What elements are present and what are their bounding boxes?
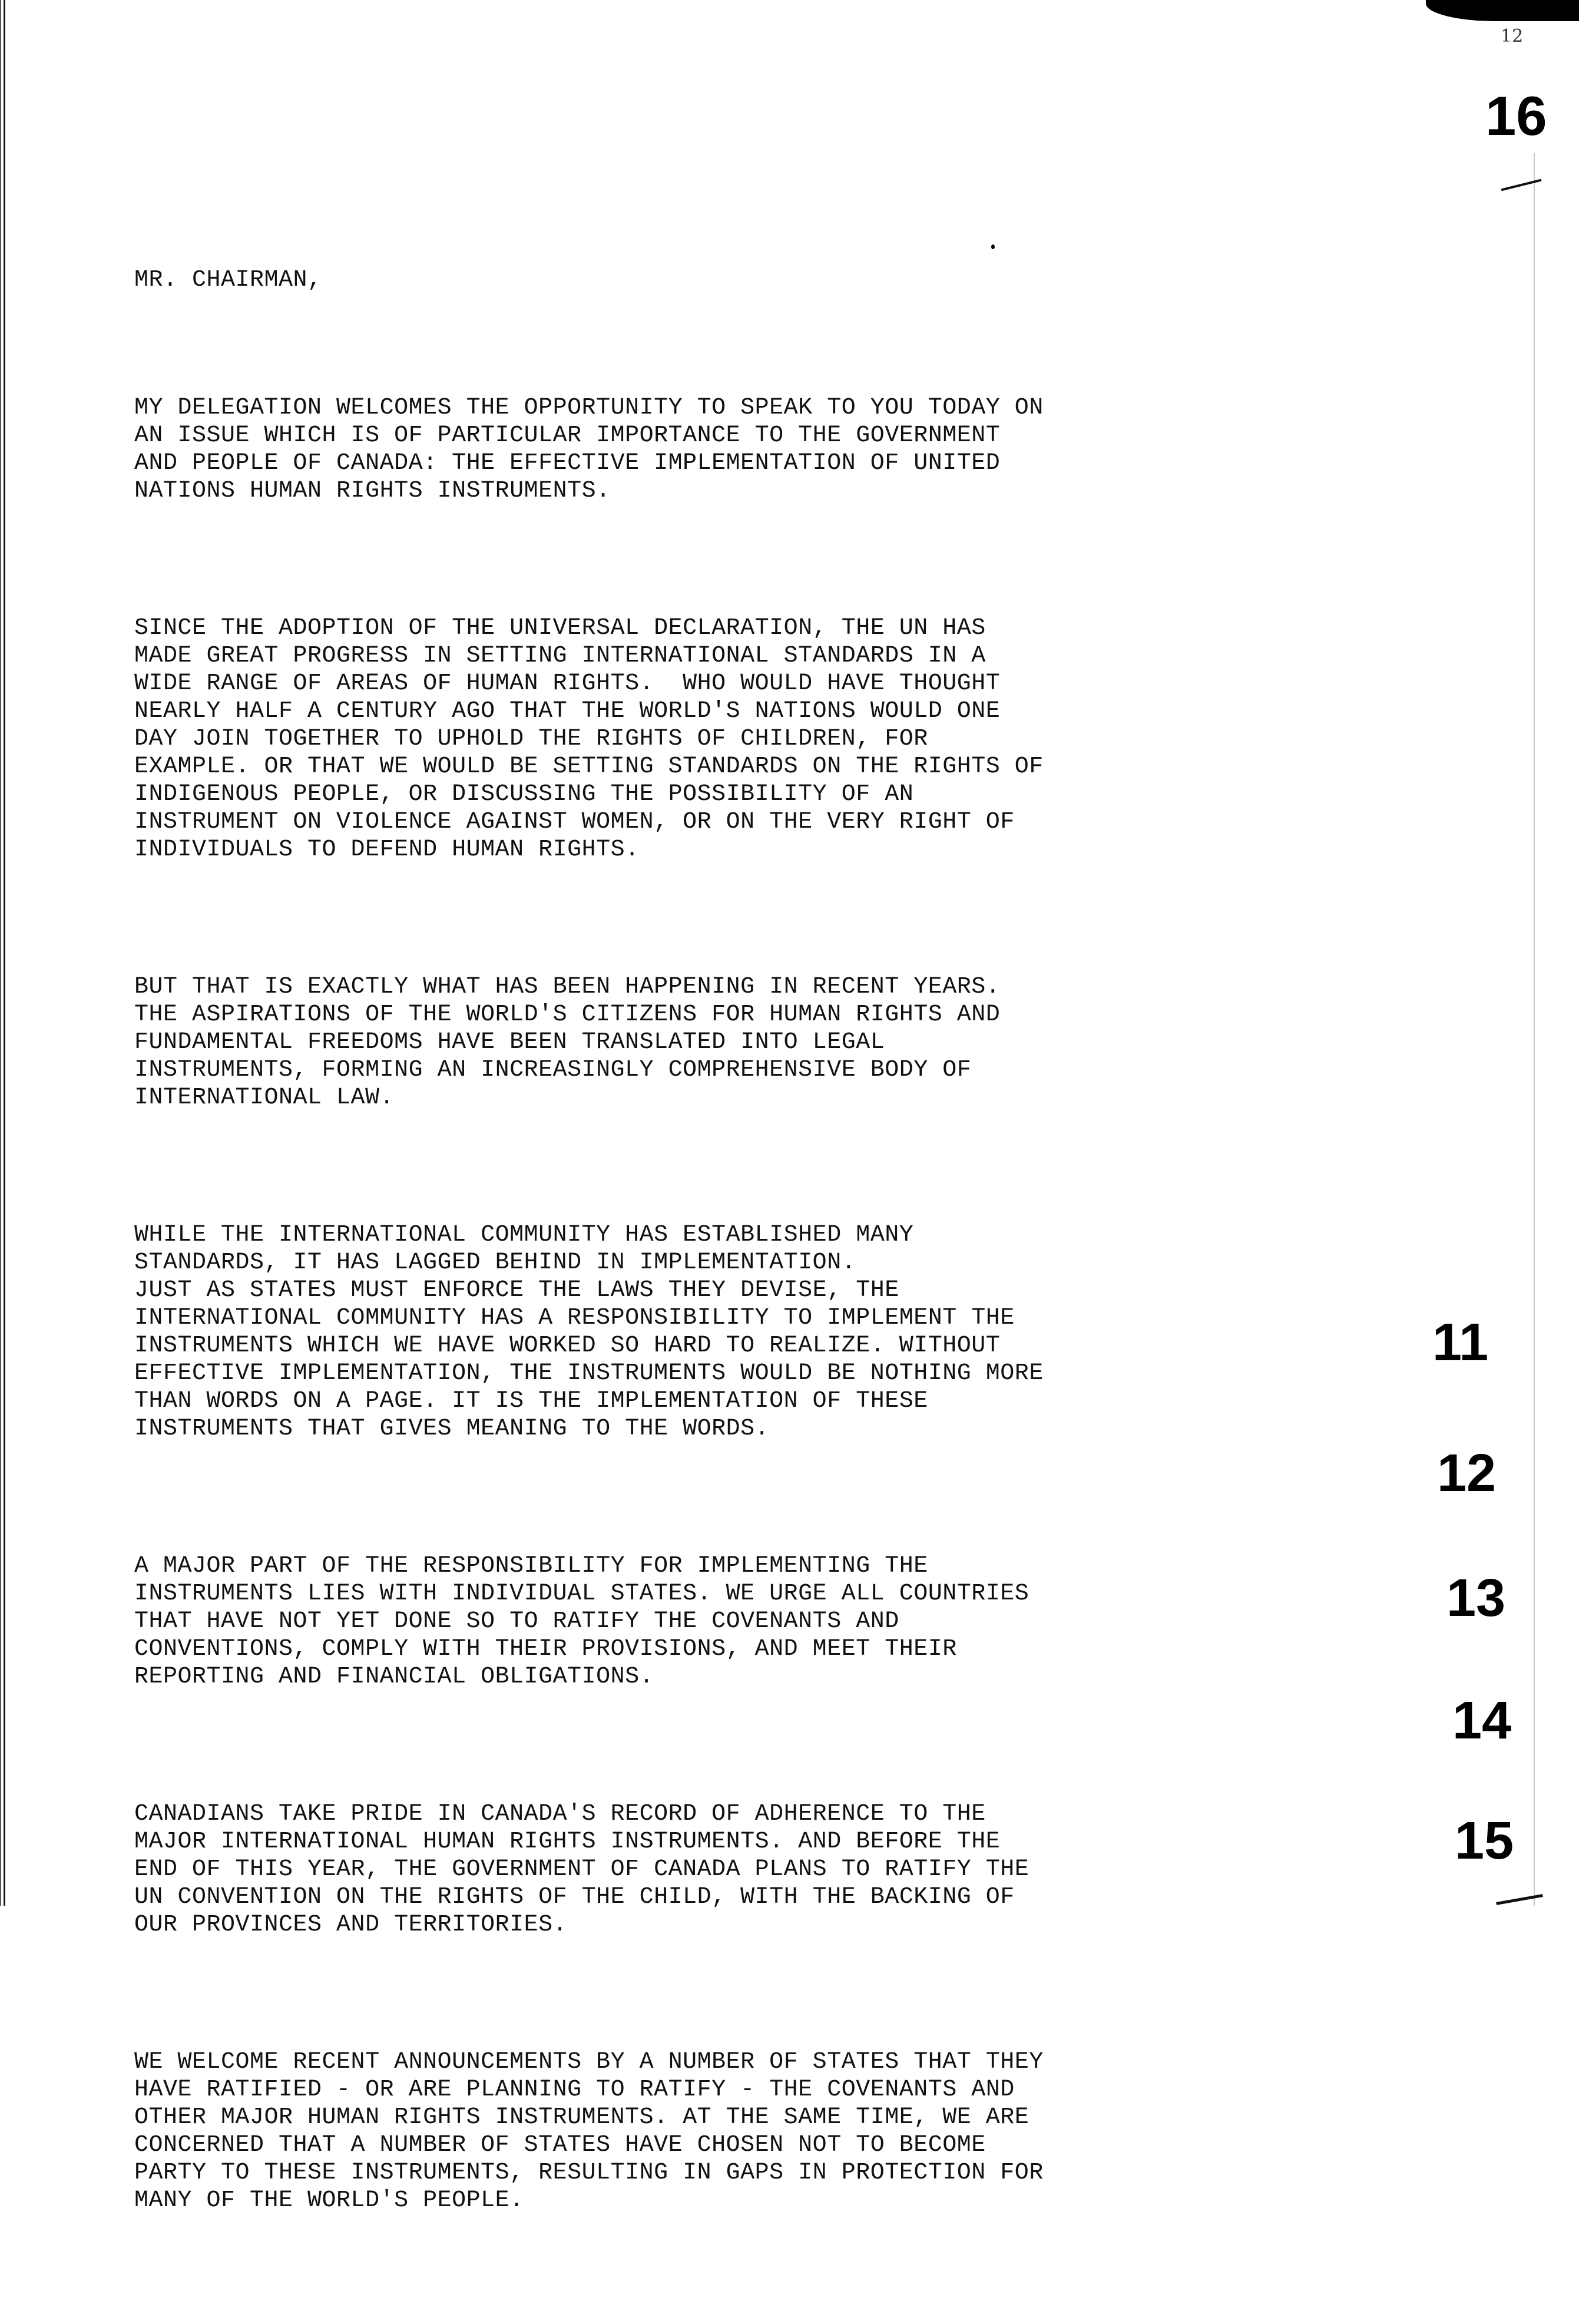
scan-edge-left-outer xyxy=(0,0,1,1906)
scan-corner-shadow xyxy=(1426,0,1579,21)
side-tab-15: 15 xyxy=(1455,1811,1514,1870)
side-tab-11: 11 xyxy=(1432,1313,1489,1372)
paragraph-canada-record: CANADIANS TAKE PRIDE IN CANADA'S RECORD OF ADHERENCE TO THE MAJOR INTERNATIONAL HUMAN RIGHTS INSTRUMENTS. AND BEFORE THE END OF THIS YEAR, THE GOVERNMENT OF CANADA PLANS TO RATIFY THE UN CONVENTION ON THE RIGHTS OF THE CHILD, WITH THE BACKING OF OUR PROVINCES AND TERRITORIES. xyxy=(134,1801,1030,1938)
paragraph-progress: SINCE THE ADOPTION OF THE UNIVERSAL DECLARATION, THE UN HAS MADE GREAT PROGRESS IN SETTING INTERNATIONAL STANDARDS IN A WIDE RANGE OF AREAS OF HUMAN RIGHTS. WHO WOULD HAVE THOUGHT NEARLY HALF A CENTURY AGO THAT THE WORLD'S NATIONS WOULD ONE DAY JOIN TOGETHER TO UPHOLD THE RIGHTS OF CHILDREN, FOR EXAMPLE. OR THAT WE WOULD BE SETTING STANDARDS ON THE RIGHTS OF INDIGENOUS PEOPLE, OR DISCUSSING THE POSSIBILITY OF AN INSTRUMENT ON VIOLENCE AGAINST WOMEN, OR ON THE VERY RIGHT OF INDIVIDUALS TO DEFEND HUMAN RIGHTS. xyxy=(134,615,1044,863)
paragraph-responsibility: A MAJOR PART OF THE RESPONSIBILITY FOR IMPLEMENTING THE INSTRUMENTS LIES WITH INDIVIDUAL STATES. WE URGE ALL COUNTRIES THAT HAVE NOT YET DONE SO TO RATIFY THE COVENANTS AND CONVENTIONS, COMPLY WITH THEIR PROVISIONS, AND MEET THEIR REPORTING AND FINANCIAL OBLIGATIONS. xyxy=(134,1553,1030,1690)
paragraph-aspirations: BUT THAT IS EXACTLY WHAT HAS BEEN HAPPENING IN RECENT YEARS. THE ASPIRATIONS OF THE WORLD'S CITIZENS FOR HUMAN RIGHTS AND FUNDAMENTAL FREEDOMS HAVE BEEN TRANSLATED INTO LEGAL INSTRUMENTS, FORMING AN INCREASINGLY COMPREHENSIVE BODY OF INTERNATIONAL LAW. xyxy=(134,974,1001,1111)
letter-body xyxy=(134,211,1242,2324)
side-tab-14: 14 xyxy=(1452,1691,1512,1750)
side-tab-12: 12 xyxy=(1437,1444,1497,1503)
binding-tick-bottom xyxy=(1496,1894,1543,1905)
binding-tick-top xyxy=(1501,179,1542,191)
side-tab-13: 13 xyxy=(1446,1569,1506,1628)
paragraph-ratification: WE WELCOME RECENT ANNOUNCEMENTS BY A NUMBER OF STATES THAT THEY HAVE RATIFIED - OR ARE PLANNING TO RATIFY - THE COVENANTS AND OTHER MAJOR HUMAN RIGHTS INSTRUMENTS. AT THE SAME TIME, WE ARE CONCERNED THAT A NUMBER OF STATES HAVE CHOSEN NOT TO BECOME PARTY TO THESE INSTRUMENTS, RESULTING IN GAPS IN PROTECTION FOR MANY OF THE WORLD'S PEOPLE. xyxy=(134,2049,1044,2214)
page-number: 16 xyxy=(1485,85,1547,147)
binding-edge-right xyxy=(1534,153,1535,1906)
paragraph-implementation: WHILE THE INTERNATIONAL COMMUNITY HAS ESTABLISHED MANY STANDARDS, IT HAS LAGGED BEHIND IN IMPLEMENTATION. JUST AS STATES MUST ENFORCE THE LAWS THEY DEVISE, THE INTERNATIONAL COMMUNITY HAS A RESPONSIBILITY TO IMPLEMENT THE INSTRUMENTS WHICH WE HAVE WORKED SO HARD TO REALIZE. WITHOUT EFFECTIVE IMPLEMENTATION, THE INSTRUMENTS WOULD BE NOTHING MORE THAN WORDS ON A PAGE. IT IS THE IMPLEMENTATION OF THESE INSTRUMENTS THAT GIVES MEANING TO THE WORDS. xyxy=(134,1222,1044,1442)
paragraph-intro: MY DELEGATION WELCOMES THE OPPORTUNITY TO SPEAK TO YOU TODAY ON AN ISSUE WHICH IS OF PARTICULAR IMPORTANCE TO THE GOVERNMENT AND PEOPLE OF CANADA: THE EFFECTIVE IMPLEMENTATION OF UNITED NATIONS HUMAN RIGHTS INSTRUMENTS. xyxy=(134,395,1044,504)
scan-edge-left xyxy=(4,0,5,1906)
corner-mark: 12 xyxy=(1501,26,1524,47)
salutation: MR. CHAIRMAN, xyxy=(134,267,322,293)
